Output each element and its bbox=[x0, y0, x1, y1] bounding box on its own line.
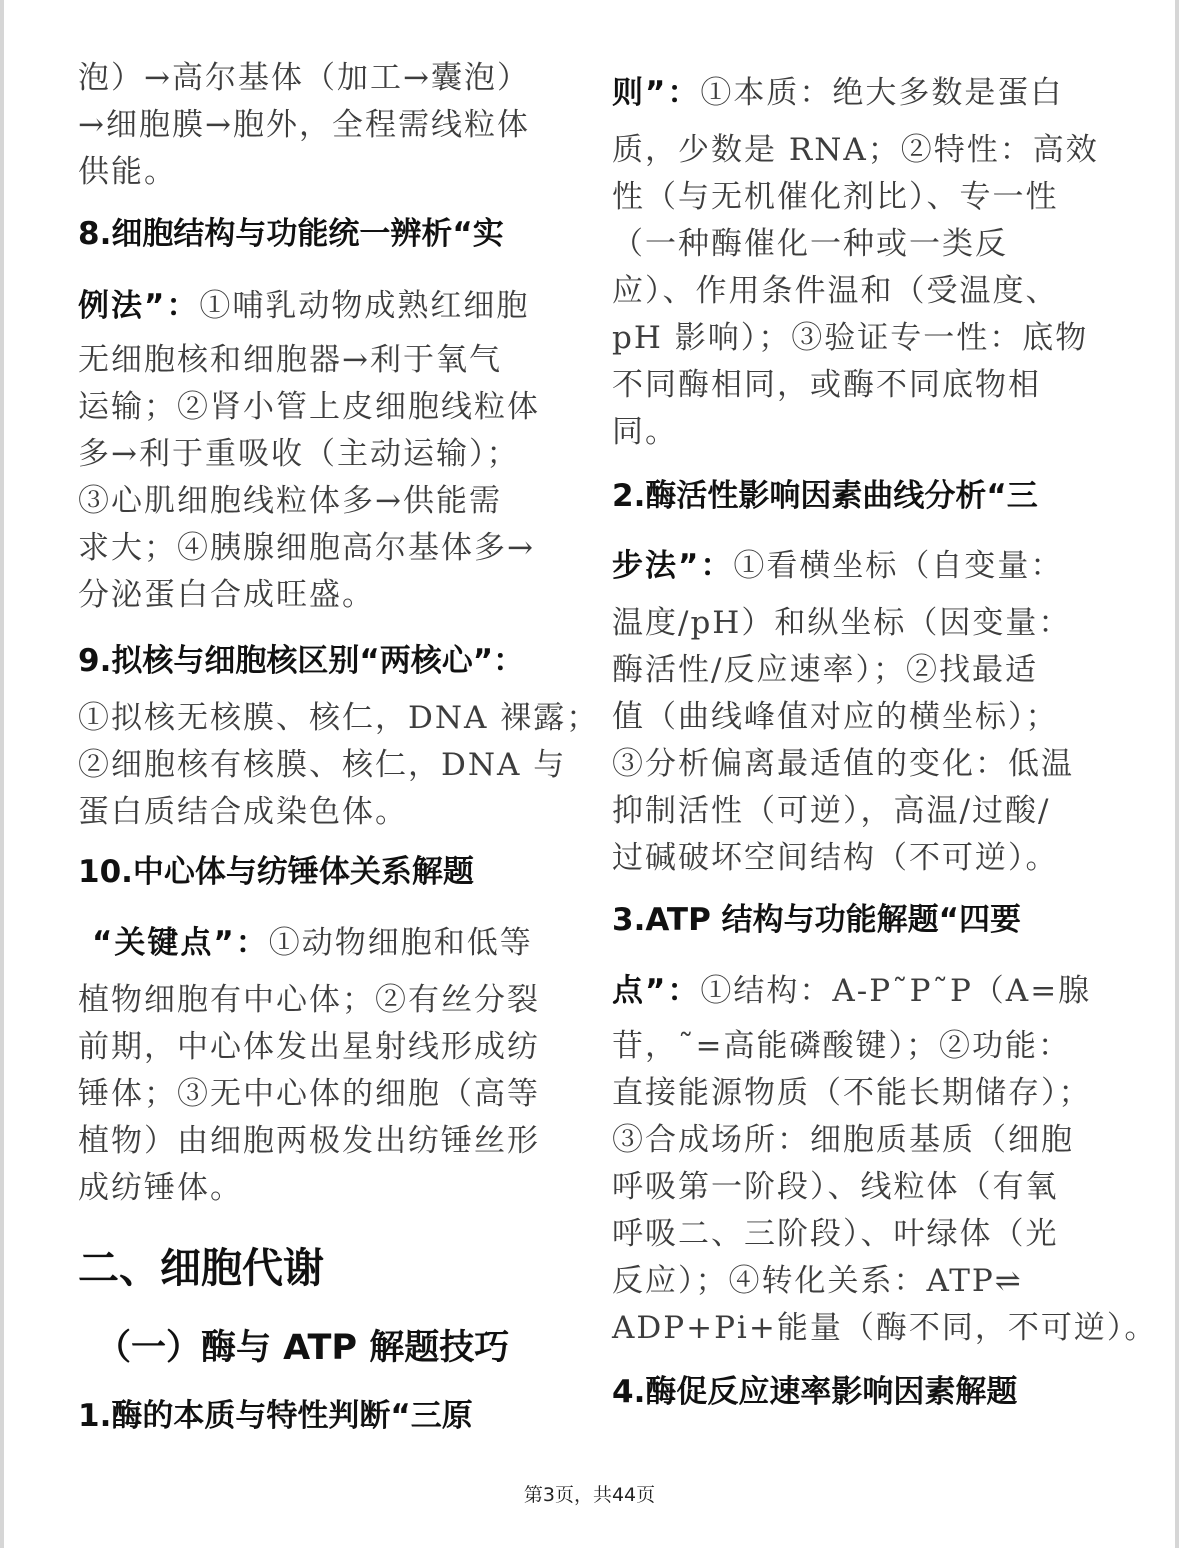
paragraph-r3 bbox=[612, 1023, 1158, 1352]
text-line: 前期，中心体发出星射线形成纺 bbox=[78, 1029, 540, 1065]
paragraph-8 bbox=[78, 337, 598, 619]
paragraph-r2 bbox=[612, 600, 1132, 882]
text-line: 性（与无机催化剂比）、专一性 bbox=[612, 179, 1059, 215]
text-line: 温度/pH）和纵坐标（因变量： bbox=[612, 605, 1072, 641]
heading-r1-start: 1.酶的本质与特性判断“三原 bbox=[78, 1398, 473, 1434]
heading-8-cont bbox=[78, 270, 598, 342]
text-line: ADP+Pi+能量（酶不同，不可逆）。 bbox=[612, 1310, 1158, 1346]
text-line: 蛋白质结合成染色体。 bbox=[78, 794, 408, 830]
text-line: 应）、作用条件温和（受温度、 bbox=[612, 273, 1059, 309]
text-line: 无细胞核和细胞器→利于氧气 bbox=[78, 342, 502, 378]
heading-r3-cont bbox=[612, 955, 1132, 1027]
text-line: 泡）→高尔基体（加工→囊泡） bbox=[78, 60, 530, 96]
page-left-edge bbox=[0, 0, 4, 1548]
intro-paragraph bbox=[78, 55, 598, 196]
heading-10-cont bbox=[78, 907, 598, 979]
text-line: ①哺乳动物成熟红细胞 bbox=[199, 288, 530, 324]
text-line: ①本质：绝大多数是蛋白 bbox=[700, 75, 1064, 111]
heading-r3-tail: 点”： bbox=[612, 973, 701, 1009]
text-line: 酶活性/反应速率）；②找最适 bbox=[612, 652, 1038, 688]
heading-9: 9.拟核与细胞核区别“两核心”： bbox=[78, 643, 525, 679]
heading-r3: 3.ATP 结构与功能解题“四要 bbox=[612, 902, 1021, 938]
text-line: ③分析偏离最适值的变化：低温 bbox=[612, 746, 1074, 782]
text-line: pH 影响）；③验证专一性：底物 bbox=[612, 320, 1089, 356]
text-line: 直接能源物质（不能长期储存）； bbox=[612, 1075, 1092, 1111]
text-line: 同。 bbox=[612, 414, 678, 450]
text-line: ①看横坐标（自变量： bbox=[733, 548, 1064, 584]
text-line: 呼吸第一阶段）、线粒体（有氧 bbox=[612, 1169, 1059, 1205]
heading-10: 10.中心体与纺锤体关系解题 bbox=[78, 854, 474, 890]
text-line: 求大；④胰腺细胞高尔基体多→ bbox=[78, 530, 535, 566]
heading-10-tail: “关键点”： bbox=[92, 925, 269, 961]
heading-8: 8.细胞结构与功能统一辨析“实 bbox=[78, 216, 504, 252]
text-line: 植物细胞有中心体；②有丝分裂 bbox=[78, 982, 540, 1018]
text-line: 苷，˜=高能磷酸键）；②功能： bbox=[612, 1028, 1071, 1064]
text-line: 植物）由细胞两极发出纺锤丝形 bbox=[78, 1123, 540, 1159]
text-line: →细胞膜→胞外，全程需线粒体 bbox=[78, 107, 530, 143]
text-line: ①结构：A-P˜P˜P（A=腺 bbox=[700, 973, 1092, 1009]
text-line: ①拟核无核膜、核仁，DNA 裸露； bbox=[78, 700, 600, 736]
text-line: 分泌蛋白合成旺盛。 bbox=[78, 577, 375, 613]
page-right-edge bbox=[1175, 0, 1179, 1548]
text-line: 供能。 bbox=[78, 154, 177, 190]
heading-8-tail: 例法”： bbox=[78, 288, 200, 324]
text-line: 多→利于重吸收（主动运输）； bbox=[78, 436, 520, 472]
section-heading: （一）酶与 ATP 解题技巧 bbox=[96, 1328, 510, 1368]
text-line: 值（曲线峰值对应的横坐标）； bbox=[612, 699, 1059, 735]
heading-r4: 4.酶促反应速率影响因素解题 bbox=[612, 1374, 1018, 1410]
text-line: ②细胞核有核膜、核仁，DNA 与 bbox=[78, 747, 567, 783]
paragraph-10 bbox=[78, 977, 598, 1212]
text-line: ③心肌细胞线粒体多→供能需 bbox=[78, 483, 502, 519]
text-line: 反应）；④转化关系：ATP⇌ bbox=[612, 1263, 1023, 1299]
heading-r2: 2.酶活性影响因素曲线分析“三 bbox=[612, 478, 1038, 514]
text-line: ③合成场所：细胞质基质（细胞 bbox=[612, 1122, 1074, 1158]
heading-r2-tail: 步法”： bbox=[612, 548, 734, 584]
chapter-heading: 二、细胞代谢 bbox=[78, 1244, 324, 1292]
text-line: （一种酶催化一种或一类反 bbox=[612, 226, 1008, 262]
text-line: 过碱破坏空间结构（不可逆）。 bbox=[612, 840, 1059, 876]
heading-r1-tail: 则”： bbox=[612, 75, 701, 111]
page-number: 第3页，共44页 bbox=[523, 1484, 656, 1506]
text-line: 锤体；③无中心体的细胞（高等 bbox=[78, 1076, 540, 1112]
text-line: 呼吸二、三阶段）、叶绿体（光 bbox=[612, 1216, 1059, 1252]
text-line: 抑制活性（可逆），高温/过酸/ bbox=[612, 793, 1051, 829]
paragraph-9 bbox=[78, 695, 598, 836]
text-line: 质，少数是 RNA；②特性：高效 bbox=[612, 132, 1099, 168]
text-line: 不同酶相同，或酶不同底物相 bbox=[612, 367, 1041, 403]
heading-r2-cont bbox=[612, 530, 1132, 602]
paragraph-r1 bbox=[612, 127, 1132, 456]
heading-r1-cont bbox=[612, 57, 1132, 129]
text-line: 成纺锤体。 bbox=[78, 1170, 243, 1206]
text-line: 运输；②肾小管上皮细胞线粒体 bbox=[78, 389, 540, 425]
text-line: ①动物细胞和低等 bbox=[268, 925, 533, 961]
